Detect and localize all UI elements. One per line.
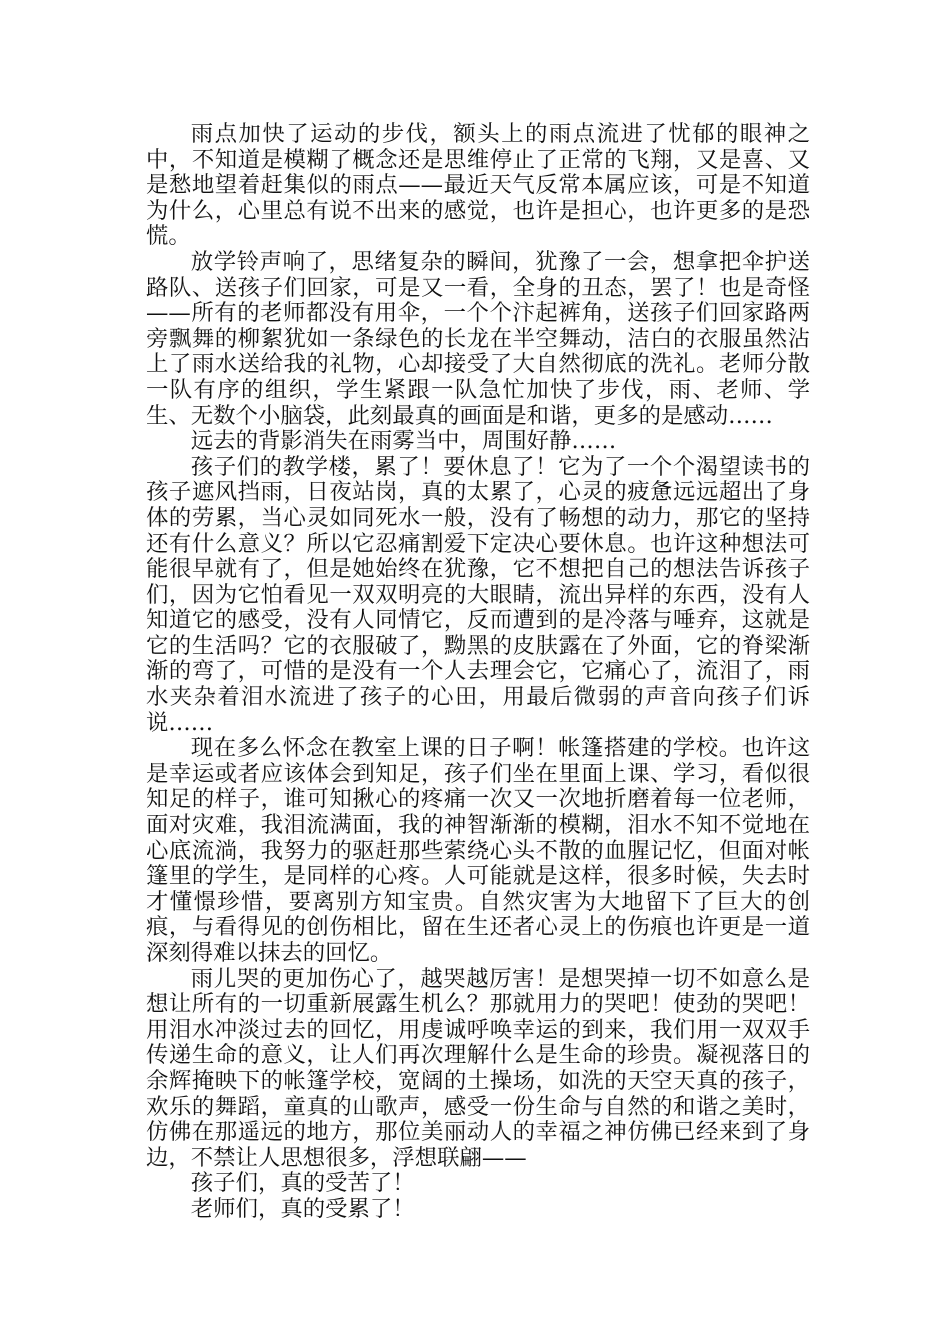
paragraph-1: 雨点加快了运动的步伐，额头上的雨点流进了忧郁的眼神之中，不知道是模糊了概念还是思维停止了正常的飞翔，又是喜、又是愁地望着赶集似的雨点——最近天气反常本属应该，可是不知道为什么，心里总有说不出来的感觉，也许是担心，也许更多的是恐慌。: [146, 121, 810, 250]
paragraph-3: 远去的背影消失在雨雾当中，周围好静……: [190, 428, 617, 455]
paragraph-4: 孩子们的教学楼，累了！要休息了！它为了一个个渴望读书的孩子遮风挡雨，日夜站岗，真的太累了，心灵的疲惫远远超出了身体的劳累，当心灵如同死水一般，没有了畅想的动力，那它的坚持还有什么意义？所以它忍痛割爱下定决心要休息。也许这种想法可能很早就有了，但是她始终在犹豫，它不想把自己的想法告诉孩子们，因为它怕看见一双双明亮的大眼睛，流出异样的东西，没有人知道它的感受，没有人同情它，反而遭到的是冷落与唾弃，这就是它的生活吗？它的衣服破了，黝黑的皮肤露在了外面，它的脊梁渐渐的弯了，可惜的是没有一个人去理会它，它痛心了，流泪了，雨水夹杂着泪水流进了孩子的心田，用最后微弱的声音向孩子们诉说……: [146, 453, 810, 736]
paragraph-5: 现在多么怀念在教室上课的日子啊！帐篷搭建的学校。也许这是幸运或者应该体会到知足，孩子们坐在里面上课、学习，看似很知足的样子，谁可知揪心的疼痛一次又一次地折磨着每一位老师，面对灾难，我泪流满面，我的神智渐渐的模糊，泪水不知不觉地在心底流淌，我努力的驱赶那些萦绕心头不散的血腥记忆，但面对帐篷里的学生，是同样的心疼。人可能就是这样，很多时候，失去时才懂憬珍惜，要离别方知宝贵。自然灾害为大地留下了巨大的创痕，与看得见的创伤相比，留在生还者心灵上的伤痕也许更是一道深刻得难以抹去的回忆。: [146, 735, 810, 966]
paragraph-7: 孩子们，真的受苦了！: [190, 1170, 415, 1197]
document-body: [146, 122, 810, 1223]
paragraph-8: 老师们，真的受累了！: [190, 1195, 415, 1222]
paragraph-2: 放学铃声响了，思绪复杂的瞬间，犹豫了一会，想拿把伞护送路队、送孩子们回家，可是又一看，全身的丑态，罢了！也是奇怪——所有的老师都没有用伞，一个个汴起裤角，送孩子们回家路两旁飘舞的柳絮犹如一条绿色的长龙在半空舞动，洁白的衣服虽然沾上了雨水送给我的礼物，心却接受了大自然彻底的洗礼。老师分散一队有序的组织，学生紧跟一队急忙加快了步伐，雨、老师、学生、无数个小脑袋，此刻最真的画面是和谐，更多的是感动……: [146, 248, 810, 429]
paragraph-6: 雨儿哭的更加伤心了，越哭越厉害！是想哭掉一切不如意么是想让所有的一切重新展露生机么？那就用力的哭吧！使劲的哭吧！用泪水冲淡过去的回忆，用虔诚呼唤幸运的到来，我们用一双双手传递生命的意义，让人们再次理解什么是生命的珍贵。凝视落日的余辉掩映下的帐篷学校，宽阔的土操场，如洗的天空天真的孩子，欢乐的舞蹈，童真的山歌声，感受一份生命与自然的和谐之美时，仿佛在那遥远的地方，那位美丽动人的幸福之神仿佛已经来到了身边，不禁让人思想很多，浮想联翩——: [146, 965, 810, 1171]
